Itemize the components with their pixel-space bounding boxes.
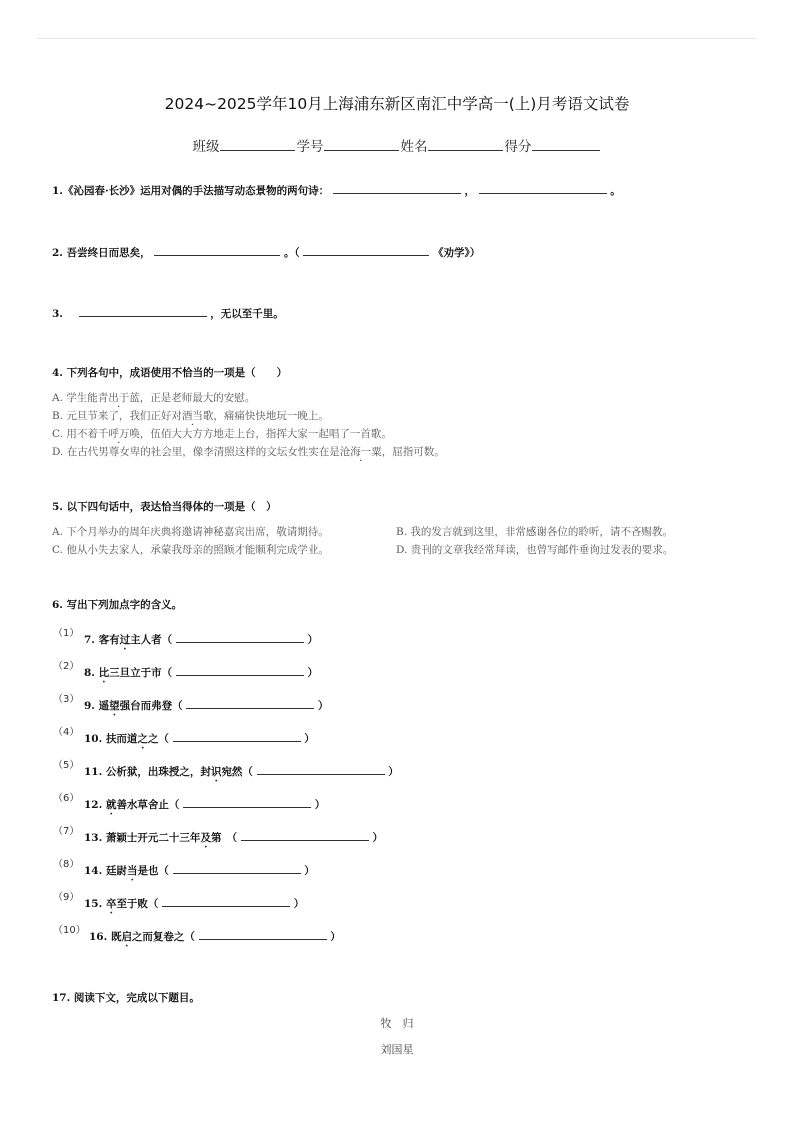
answer-blank-8[interactable]: [176, 663, 304, 676]
q3-blank[interactable]: [79, 304, 207, 317]
q2-blank-2[interactable]: [303, 243, 429, 256]
sub-paren-2: （2）: [53, 661, 80, 672]
question-3: 3. ，无以至千里。: [52, 304, 284, 321]
q5-option-d[interactable]: D. 贵刊的文章我经常拜读，也曾写邮件垂询过发表的要求。: [396, 544, 674, 556]
sub-question-12: 12. 就善水草舍止（ ）: [84, 795, 325, 812]
question-1: 1.《沁园春·长沙》运用对偶的手法描写动态景物的两句诗： ， 。: [52, 181, 621, 198]
q4-option-b[interactable]: B. 元旦节来了，我们正好对酒当歌，痛痛快快地玩一晚上。: [52, 410, 329, 422]
sub-paren-1: （1）: [53, 628, 80, 639]
q4-option-c[interactable]: C. 用不着千呼万唤，伍佰大大方方地走上台，指挥大家一起唱了一首歌。: [52, 428, 392, 440]
q5-option-b[interactable]: B. 我的发言就到这里，非常感谢各位的聆听，请不吝赐教。: [396, 526, 673, 538]
score-field[interactable]: [532, 136, 600, 151]
q5-option-a[interactable]: A. 下个月举办的周年庆典将邀请神秘嘉宾出席，敬请期待。: [52, 526, 329, 538]
name-field[interactable]: [428, 136, 503, 151]
class-label: 班级: [192, 139, 220, 155]
q1-blank-1[interactable]: [333, 181, 461, 194]
sub-paren-3: （3）: [53, 694, 80, 705]
answer-blank-15[interactable]: [162, 894, 290, 907]
answer-blank-14[interactable]: [173, 861, 301, 874]
question-17-stem: 17. 阅读下文，完成以下题目。: [52, 992, 200, 1004]
q4-option-d[interactable]: D. 在古代男尊女卑的社会里，像李清照这样的文坛女性实在是沧海一粟，屈指可数。: [52, 446, 445, 458]
sub-paren-7: （7）: [53, 826, 80, 837]
answer-blank-10[interactable]: [173, 729, 301, 742]
q1-blank-2[interactable]: [479, 181, 607, 194]
answer-blank-13[interactable]: [241, 828, 369, 841]
answer-blank-16[interactable]: [199, 927, 327, 940]
sub-paren-6: （6）: [53, 793, 80, 804]
sub-question-7: 7. 客有过主人者（ ）: [84, 630, 318, 647]
sub-paren-9: （9）: [53, 892, 80, 903]
name-label: 姓名: [400, 139, 428, 155]
sub-question-14: 14. 廷尉当是也（ ）: [84, 861, 315, 878]
exam-title: 2024~2025学年10月上海浦东新区南汇中学高一(上)月考语文试卷: [164, 95, 630, 113]
q4-option-a[interactable]: A. 学生能青出于蓝，正是老师最大的安慰。: [52, 392, 256, 404]
sub-question-11: 11. 公析狱，出珠授之，封识宛然（ ）: [84, 762, 399, 779]
sub-question-8: 8. 比三旦立于市（ ）: [84, 663, 318, 680]
q2-blank-1[interactable]: [154, 243, 280, 256]
sub-question-13: 13. 萧颖士开元二十三年及第 （ ）: [84, 828, 383, 845]
sub-question-15: 15. 卒至于败（ ）: [84, 894, 304, 911]
id-field[interactable]: [324, 136, 399, 151]
class-field[interactable]: [220, 136, 295, 151]
passage-title: 牧 归: [380, 1017, 414, 1030]
student-info-bar: [0, 135, 794, 155]
sub-paren-5: （5）: [53, 760, 80, 771]
sub-paren-4: （4）: [53, 727, 80, 738]
question-4-stem: 4. 下列各句中，成语使用不恰当的一项是（ ）: [52, 367, 288, 379]
answer-blank-7[interactable]: [176, 630, 304, 643]
question-5-stem: 5. 以下四句话中，表达恰当得体的一项是（ ）: [52, 501, 277, 513]
passage-author: 刘国星: [380, 1043, 414, 1056]
question-2: 2. 吾尝终日而思矣， 。（ 《劝学》）: [52, 243, 480, 260]
question-6-stem: 6. 写出下列加点字的含义。: [52, 599, 183, 611]
answer-blank-9[interactable]: [186, 696, 314, 709]
answer-blank-12[interactable]: [183, 795, 311, 808]
id-label: 学号: [296, 139, 324, 155]
q5-option-c[interactable]: C. 他从小失去家人，承蒙我母亲的照顾才能顺利完成学业。: [52, 544, 329, 556]
sub-question-16: 16. 既启之而复卷之（ ）: [89, 927, 341, 944]
top-rule: [37, 38, 757, 39]
score-label: 得分: [504, 139, 532, 155]
sub-paren-10: （10）: [53, 925, 86, 936]
sub-paren-8: （8）: [53, 859, 80, 870]
answer-blank-11[interactable]: [257, 762, 385, 775]
sub-question-10: 10. 扶而道之之（ ）: [84, 729, 315, 746]
sub-question-9: 9. 遥望强台而弗登（ ）: [84, 696, 328, 713]
